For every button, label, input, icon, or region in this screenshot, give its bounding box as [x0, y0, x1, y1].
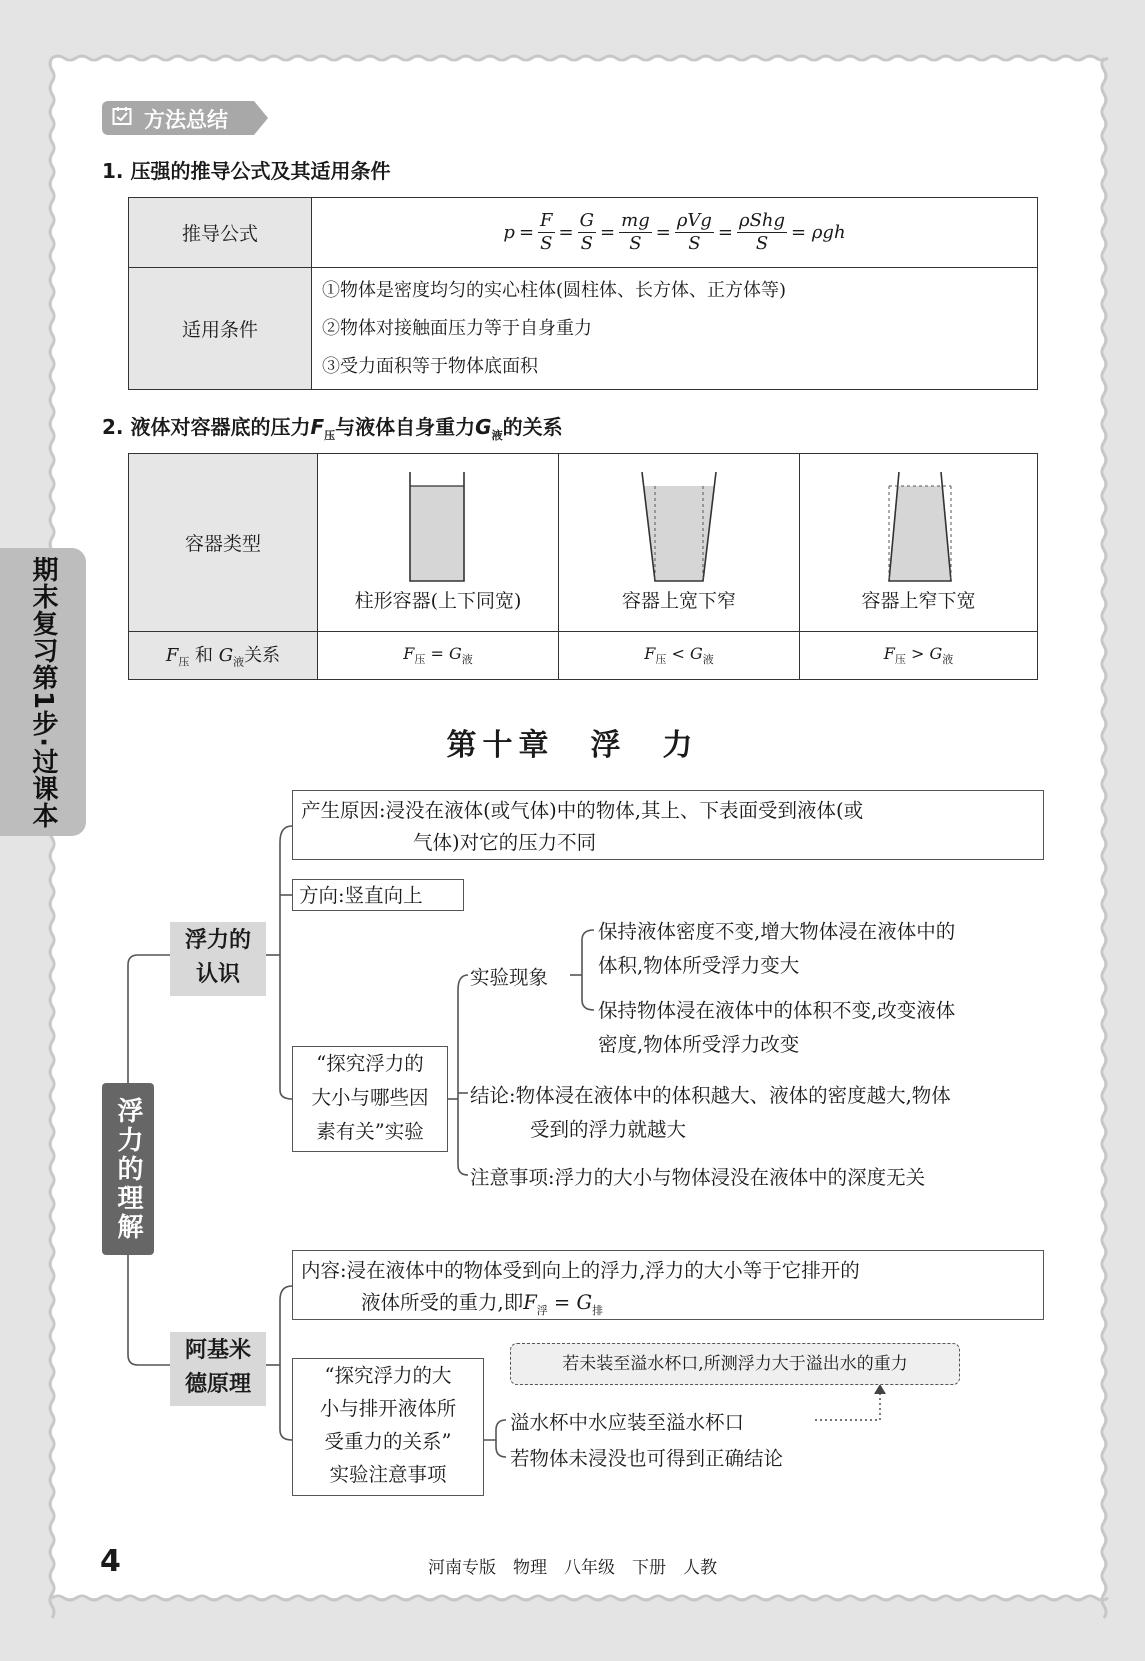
condition-2: ②物体对接触面压力等于自身重力 — [322, 317, 592, 339]
frac-rhoVg-S: $\frac{\text{ρVg}}{S}$ — [676, 210, 712, 254]
phenomenon-label: 实验现象 — [470, 966, 549, 989]
section1-heading: 1. 压强的推导公式及其适用条件 — [102, 159, 391, 183]
method-summary-label: 方法总结 — [144, 108, 228, 132]
pressure-formula: p = $\frac{F}{S}$ = $\frac{G}{S}$ = $\frac{mg}{S}$ = $\frac{\text{ρVg}}{S}$ = $\frac{\text{ρShg}}{S}$ = ρgh — [503, 210, 846, 254]
conclusion-line1: 结论:物体浸在液体中的体积越大、液体的密度越大,物体 — [470, 1084, 951, 1107]
frac-rhoShg-S: $\frac{\text{ρShg}}{S}$ — [739, 210, 786, 254]
experiment1-box: “探究浮力的 大小与哪些因 素有关”实验 — [292, 1046, 448, 1152]
phenomenon2-line2: 密度,物体所受浮力改变 — [598, 1033, 800, 1056]
content-box: 内容:浸在液体中的物体受到向上的浮力,浮力的大小等于它排开的 液体所受的重力,即$F_浮 = G_排$ — [292, 1250, 1044, 1320]
formula-p: p — [503, 222, 515, 243]
experiment2-box: “探究浮力的大 小与排开液体所 受重力的关系” 实验注意事项 — [292, 1358, 484, 1496]
side-tab-label: 期末复习第1步·过课本 — [28, 556, 58, 829]
container-caption-wide-top: 容器上宽下窄 — [621, 590, 736, 612]
conditions-label: 适用条件 — [129, 268, 312, 390]
branch-buoyancy-recognition — [170, 922, 266, 996]
relation-less: $F_压 < G_液$ — [559, 632, 800, 680]
arrow-head-icon — [874, 1384, 886, 1394]
condition-3: ③受力面积等于物体底面积 — [322, 355, 538, 377]
cause-box: 产生原因:浸没在液体(或气体)中的物体,其上、下表面受到液体(或 气体)对它的压力不同 — [292, 790, 1044, 860]
footer-info: 河南专版 物理 八年级 下册 人教 — [428, 1558, 717, 1578]
chapter-title: 第十章 浮 力 — [446, 728, 699, 763]
note-a: 溢水杯中水应装至溢水杯口 — [510, 1411, 745, 1434]
container-caption-narrow-top: 容器上窄下宽 — [861, 590, 976, 612]
page-number: 4 — [100, 1544, 121, 1579]
frac-G-S: $\frac{G}{S}$ — [579, 210, 595, 254]
branch-archimedes — [170, 1332, 266, 1406]
dotted-arrow-line — [815, 1392, 880, 1420]
note-b: 若物体未浸没也可得到正确结论 — [510, 1447, 784, 1470]
note-line: 注意事项:浮力的大小与物体浸没在液体中的深度无关 — [470, 1166, 926, 1189]
frac-mg-S: $\frac{mg}{S}$ — [621, 210, 650, 254]
phenomenon1-line1: 保持液体密度不变,增大物体浸在液体中的 — [598, 920, 956, 943]
root-node: 浮力的理解 — [102, 1083, 154, 1255]
dashed-note-box: 若未装至溢水杯口,所测浮力大于溢出水的重力 — [510, 1343, 960, 1385]
frac-F-S: $\frac{F}{S}$ — [540, 210, 553, 254]
container-type-label: 容器类型 — [129, 454, 318, 632]
formula-tail: = ρgh — [791, 222, 846, 243]
conclusion-line2: 受到的浮力就越大 — [530, 1118, 687, 1141]
formula-eq: = — [518, 222, 535, 243]
container-caption-cylindrical: 柱形容器(上下同宽) — [354, 590, 522, 612]
branch2-label: 阿基米德原理 — [184, 1338, 251, 1397]
condition-1: ①物体是密度均匀的实心柱体(圆柱体、长方体、正方体等) — [322, 279, 787, 301]
direction-box: 方向:竖直向上 — [292, 879, 464, 911]
relation-equal: $F_压 = G_液$ — [318, 632, 559, 680]
derivation-label: 推导公式 — [129, 198, 312, 268]
relation-greater: $F_压 > G_液$ — [800, 632, 1038, 680]
branch1-label: 浮力的认识 — [184, 928, 251, 987]
phenomenon1-line2: 体积,物体所受浮力变大 — [598, 954, 800, 977]
section2-heading: 2. 液体对容器底的压力$F_压$与液体自身重力$G_液$的关系 — [102, 415, 563, 442]
relation-label: $F_压$ 和 $G_液$关系 — [129, 632, 318, 680]
phenomenon2-line1: 保持物体浸在液体中的体积不变,改变液体 — [598, 999, 956, 1022]
